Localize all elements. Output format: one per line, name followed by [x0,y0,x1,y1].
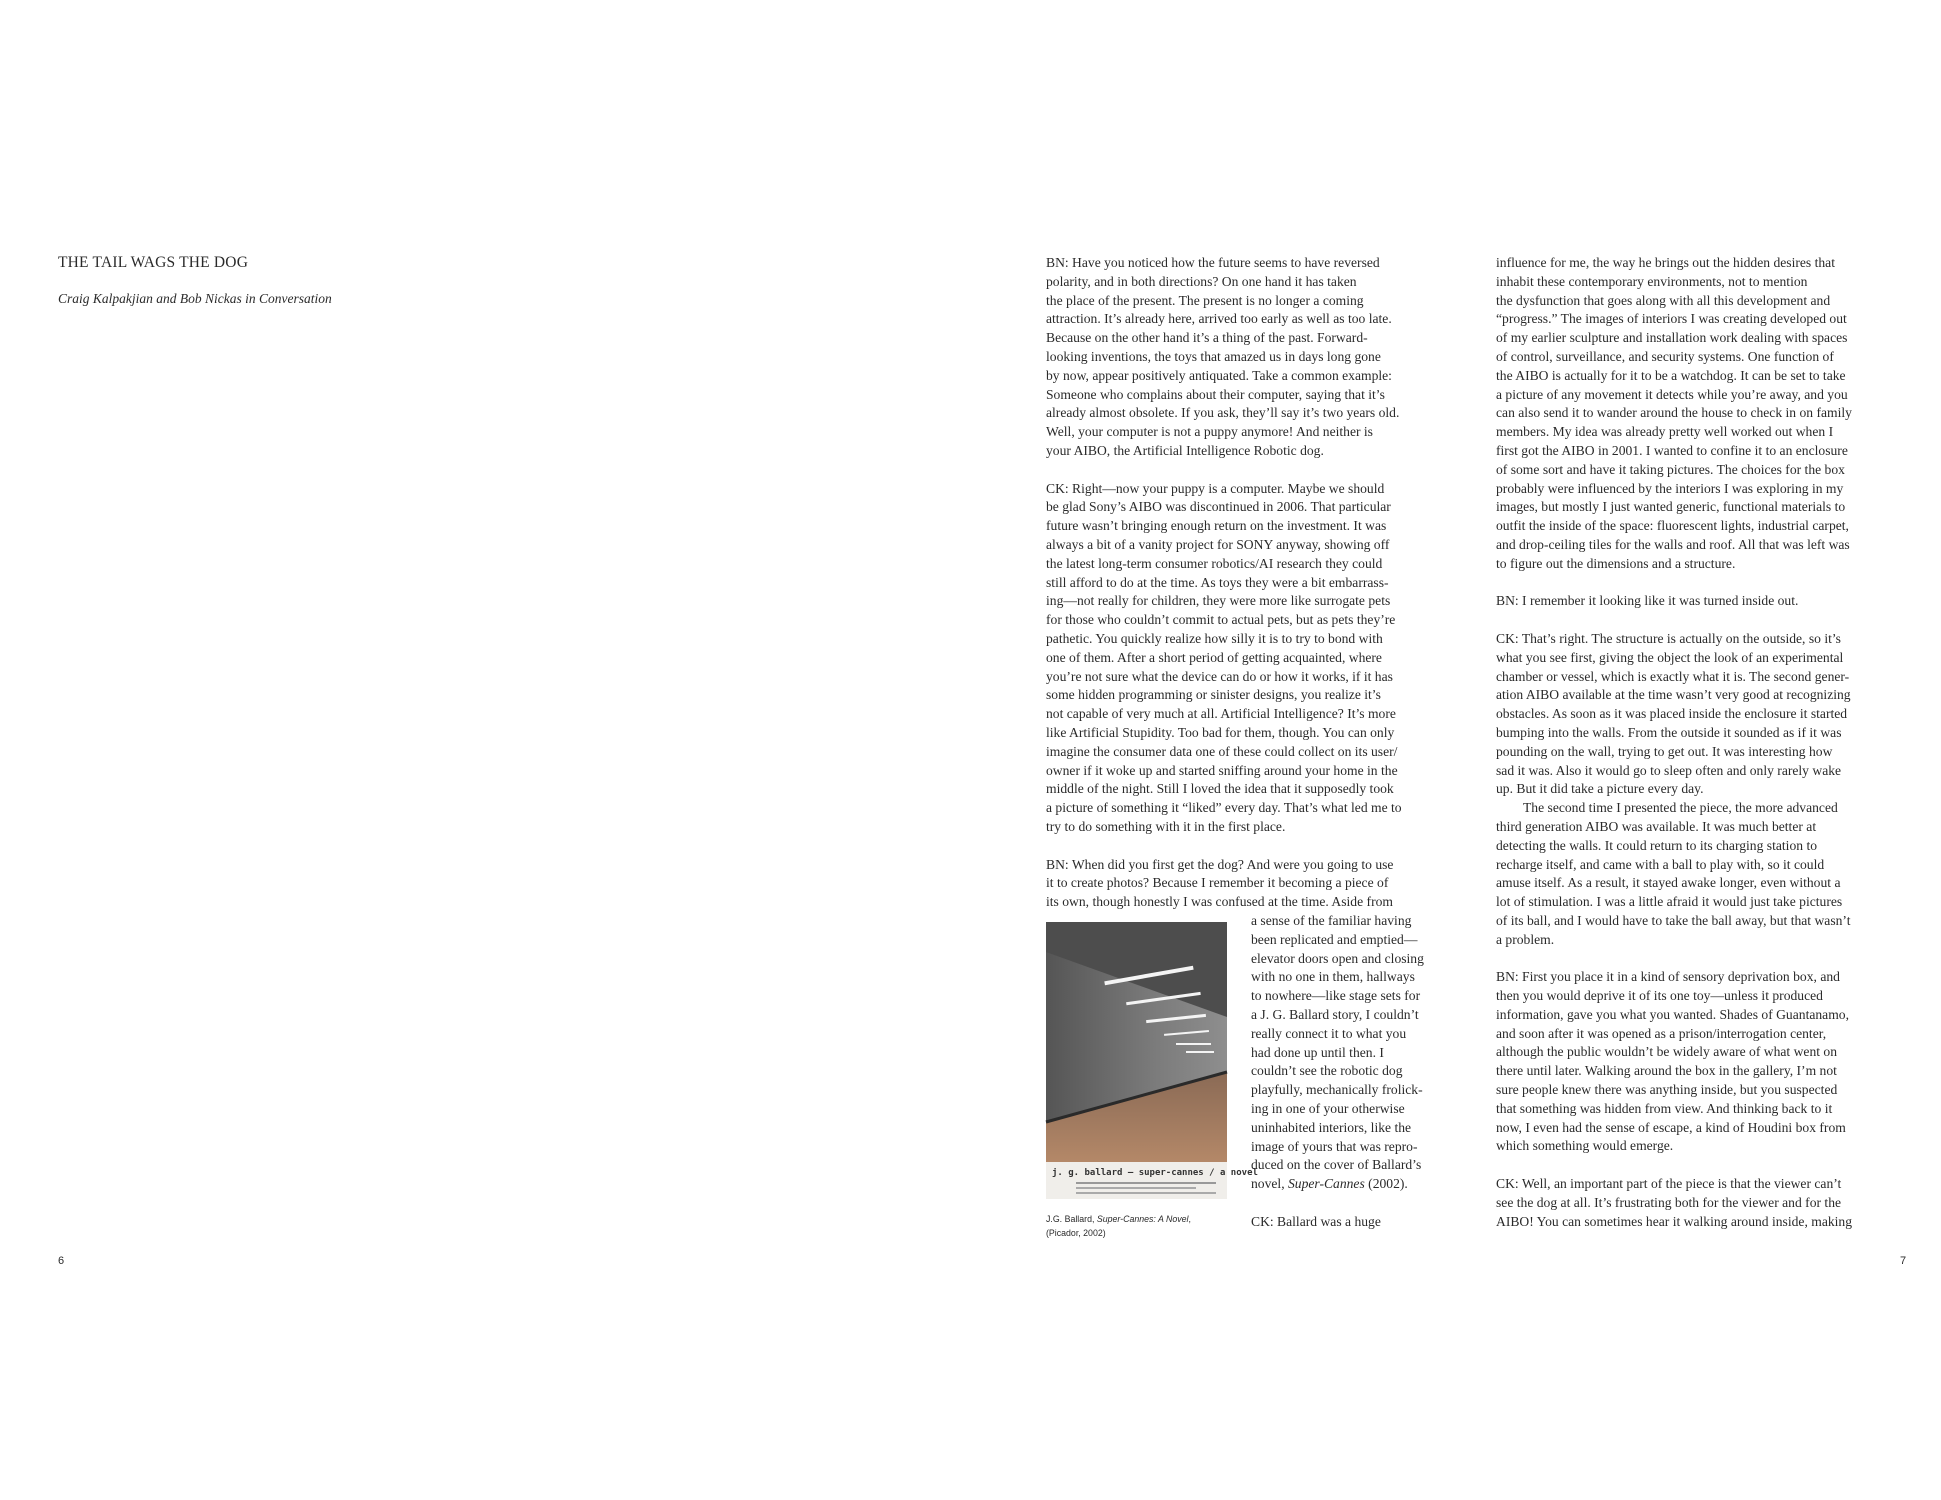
text-line: imagine the consumer data one of these could collect on its user/ [1046,743,1398,759]
text-column-1-wrap [1251,912,1424,1232]
text-line: obstacles. As soon as it was placed inside the enclosure it started [1496,706,1848,722]
text-line: a J. G. Ballard story, I couldn’t [1251,1006,1419,1022]
text-line: “progress.” The images of interiors I was creating developed out [1496,311,1847,327]
text-line: the place of the present. The present is no longer a coming [1046,292,1364,308]
text-line: and drop-ceiling tiles for the walls and roof. All that was left was [1496,536,1850,552]
text-line: chamber or vessel, which is exactly what it is. The second gener- [1496,668,1850,684]
text-line: the AIBO is actually for it to be a watchdog. It can be set to take [1496,367,1846,383]
text-line: up. But it did take a picture every day. [1496,781,1704,797]
page-number-left: 6 [58,1255,65,1267]
text-line: really connect it to what you [1251,1025,1407,1041]
text-line: images, but mostly I just wanted generic, functional materials to [1496,499,1846,515]
text-line: detecting the walls. It could return to its charging station to [1496,837,1818,853]
text-line: a picture of something it “liked” every day. That’s what led me to [1046,800,1402,816]
text-line: sure people knew there was anything inside, but you suspected [1496,1082,1838,1098]
text-line: already almost obsolete. If you ask, they’ll say it’s two years old. [1046,405,1400,421]
text-line: its own, though honestly I was confused at the time. Aside from [1046,894,1393,910]
text-line: and soon after it was opened as a prison/interrogation center, [1496,1025,1827,1041]
text-line: some hidden programming or sinister designs, you realize it’s [1046,687,1381,703]
text-line: of its ball, and I would have to take the ball away, but that wasn’t [1496,912,1851,928]
paragraph-break [1251,1194,1424,1213]
text-line: bumping into the walls. From the outside it sounded as if it was [1496,724,1842,740]
text-line: now, I even had the sense of escape, a kind of Houdini box from [1496,1119,1846,1135]
text-line: not capable of very much at all. Artificial Intelligence? It’s more [1046,706,1396,722]
text-line: Because on the other hand it’s a thing of the past. Forward- [1046,330,1368,346]
hallway-photo [1046,922,1258,1199]
page-number-right: 7 [1900,1255,1907,1267]
text-column-1 [1046,254,1402,912]
text-line: lot of stimulation. I was a little afraid it would just take pictures [1496,894,1843,910]
text-line: with no one in them, hallways [1251,969,1415,985]
text-line: pounding on the wall, trying to get out. It was interesting how [1496,743,1833,759]
text-line: ing—not really for children, they were more like surrogate pets [1046,593,1391,609]
text-line: information, gave you what you wanted. Shades of Guantanamo, [1496,1006,1849,1022]
text-line: to nowhere—like stage sets for [1251,988,1421,1004]
figure-caption [1046,1212,1246,1240]
text-line: recharge itself, and came with a ball to play with, so it could [1496,856,1825,872]
text-line: outfit the inside of the space: fluorescent lights, industrial carpet, [1496,518,1849,534]
text-line: elevator doors open and closing [1251,950,1424,966]
text-line: inhabit these contemporary environments, not to mention [1496,273,1808,289]
text-line: which something would emerge. [1496,1138,1674,1154]
text-line: like Artificial Stupidity. Too bad for them, though. You can only [1046,724,1395,740]
text-line: CK: Ballard was a huge [1251,1213,1381,1229]
text-line: CK: Well, an important part of the piece is that the viewer can’t [1496,1176,1842,1192]
text-line: the latest long-term consumer robotics/AI research they could [1046,555,1383,571]
text-line: Someone who complains about their computer, saying that it’s [1046,386,1385,402]
text-line: amuse itself. As a result, it stayed awake longer, even without a [1496,875,1841,891]
text-line: uninhabited interiors, like the [1251,1119,1412,1135]
paragraph-break [1496,574,1852,593]
text-line: ation AIBO available at the time wasn’t very good at recognizing [1496,687,1851,703]
text-line: your AIBO, the Artificial Intelligence Robotic dog. [1046,442,1324,458]
text-line: novel, Super-Cannes (2002). [1251,1176,1408,1192]
text-line: to figure out the dimensions and a structure. [1496,555,1736,571]
text-line: try to do something with it in the first place. [1046,818,1286,834]
text-line: members. My idea was already pretty well worked out when I [1496,424,1834,440]
text-line: what you see first, giving the object the look of an experimental [1496,649,1844,665]
text-line: although the public wouldn’t be widely aware of what went on [1496,1044,1838,1060]
text-line: third generation AIBO was available. It was much better at [1496,818,1817,834]
paragraph-break [1046,461,1402,480]
text-line: probably were influenced by the interiors I was exploring in my [1496,480,1844,496]
text-line: been replicated and emptied— [1251,931,1418,947]
text-line: then you would deprive it of its one toy—unless it produced [1496,988,1823,1004]
text-line: of my earlier sculpture and installation work dealing with spaces [1496,330,1848,346]
text-line: always a bit of a vanity project for SONY anyway, showing off [1046,536,1390,552]
text-line: middle of the night. Still I loved the idea that it supposedly took [1046,781,1394,797]
text-line: there until later. Walking around the box in the gallery, I’m not [1496,1063,1837,1079]
text-line: first got the AIBO in 2001. I wanted to confine it to an enclosure [1496,442,1848,458]
text-line: of some sort and have it taking pictures. The choices for the box [1496,461,1845,477]
caption-line-1: J.G. Ballard, Super-Cannes: A Novel, [1046,1214,1191,1224]
text-line: attraction. It’s already here, arrived too early as well as too late. [1046,311,1392,327]
text-line: Well, your computer is not a puppy anymore! And neither is [1046,424,1373,440]
paragraph-break [1496,611,1852,630]
text-line: sad it was. Also it would go to sleep often and only rarely wake [1496,762,1842,778]
text-line: a sense of the familiar having [1251,913,1412,928]
text-line: be glad Sony’s AIBO was discontinued in 2006. That particular [1046,499,1391,515]
text-line: influence for me, the way he brings out the hidden desires that [1496,255,1835,270]
text-line: the dysfunction that goes along with all this development and [1496,292,1831,308]
text-line: looking inventions, the toys that amazed us in days long gone [1046,348,1381,364]
article-subtitle: Craig Kalpakjian and Bob Nickas in Conversation [58,291,332,306]
text-line: ing in one of your otherwise [1251,1100,1405,1116]
caption-line-2: (Picador, 2002) [1046,1228,1106,1238]
text-line: for those who couldn’t commit to actual pets, but as pets they’re [1046,612,1396,628]
text-line: BN: When did you first get the dog? And were you going to use [1046,856,1394,872]
text-line: of control, surveillance, and security systems. One function of [1496,348,1834,364]
text-line: future wasn’t bringing enough return on the investment. It was [1046,518,1387,534]
text-line: one of them. After a short period of getting acquainted, where [1046,649,1382,665]
text-line: you’re not sure what the device can do or how it works, if it has [1046,668,1393,684]
text-column-2 [1496,254,1852,1231]
text-line: BN: First you place it in a kind of sensory deprivation box, and [1496,969,1840,985]
text-line: had done up until then. I [1251,1044,1384,1060]
paragraph-break [1046,837,1402,856]
text-line: duced on the cover of Ballard’s [1251,1157,1422,1173]
text-line: a picture of any movement it detects while you’re away, and you [1496,386,1848,402]
text-line: it to create photos? Because I remember it becoming a piece of [1046,875,1389,891]
text-line: a problem. [1496,931,1555,947]
text-line: owner if it woke up and started sniffing around your home in the [1046,762,1398,778]
text-line: polarity, and in both directions? On one hand it has taken [1046,273,1357,289]
text-line: that something was hidden from view. And thinking back to it [1496,1100,1833,1116]
text-line: CK: Right—now your puppy is a computer. Maybe we should [1046,480,1385,496]
text-line: pathetic. You quickly realize how silly it is to try to bond with [1046,630,1383,646]
paragraph-break [1496,1156,1852,1175]
text-line: image of yours that was repro- [1251,1138,1418,1154]
text-line: CK: That’s right. The structure is actually on the outside, so it’s [1496,630,1841,646]
text-line: AIBO! You can sometimes hear it walking around inside, making [1496,1213,1853,1229]
text-line: can also send it to wander around the house to check in on family [1496,405,1852,421]
cover-title-text: j. g. ballard – super-cannes / a novel [1052,1168,1258,1178]
text-line: still afford to do at the time. As toys they were a bit embarrass- [1046,574,1389,590]
text-line: The second time I presented the piece, the more advanced [1523,800,1838,816]
text-line: couldn’t see the robotic dog [1251,1063,1403,1079]
text-line: see the dog at all. It’s frustrating both for the viewer and for the [1496,1194,1842,1210]
article-title: THE TAIL WAGS THE DOG [58,254,249,271]
text-line: BN: Have you noticed how the future seems to have reversed [1046,255,1380,270]
text-line: by now, appear positively antiquated. Take a common example: [1046,367,1392,383]
text-line: BN: I remember it looking like it was turned inside out. [1496,593,1799,609]
book-cover-image [1046,922,1258,1199]
text-line: playfully, mechanically frolick- [1251,1082,1423,1098]
paragraph-break [1496,949,1852,968]
